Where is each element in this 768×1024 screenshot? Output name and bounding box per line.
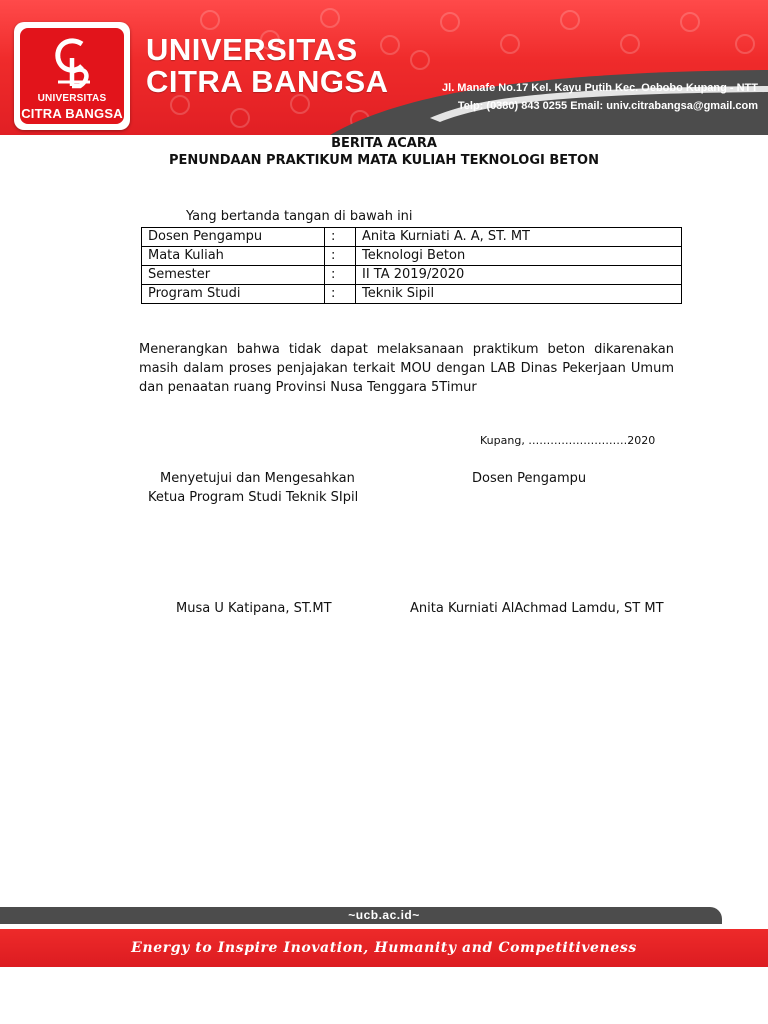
statement-paragraph: Menerangkan bahwa tidak dapat melaksanaan praktikum beton dikarenakan masih dalam proses penjajakan terkait MOU dengan LAB Dinas Pekerjaan Umum dan penaatan ruang Provinsi Nusa Tenggara 5Timur — [139, 342, 674, 395]
letterhead-banner — [0, 0, 768, 135]
info-separator: : — [325, 247, 356, 266]
footer-website: ~ucb.ac.id~ — [348, 908, 420, 922]
table-row — [142, 228, 682, 247]
table-row — [142, 285, 682, 304]
info-value: Teknologi Beton — [356, 247, 682, 266]
cb-emblem-icon — [52, 34, 94, 90]
footer-slogan: Energy to Inspire Inovation, Humanity and Competitiveness — [131, 940, 637, 956]
table-row — [142, 247, 682, 266]
university-name-line2: CITRA BANGSA — [146, 64, 389, 99]
document-title: BERITA ACARA — [331, 136, 437, 151]
info-separator: : — [325, 266, 356, 285]
document-subtitle: PENUNDAAN PRAKTIKUM MATA KULIAH TEKNOLOGI BETON — [169, 153, 599, 168]
university-address: Jl. Manafe No.17 Kel. Kayu Putih Kec. Oebobo Kupang - NTT — [442, 82, 758, 94]
lecturer-position: Dosen Pengampu — [472, 471, 587, 486]
table-row — [142, 266, 682, 285]
logo-text-line2: CITRA BANGSA — [21, 106, 123, 121]
lecturer-name: Anita Kurniati AlAchmad Lamdu, ST MT — [410, 601, 664, 616]
info-value: Teknik Sipil — [356, 285, 682, 304]
place-date-line: Kupang, ………………………2020 — [480, 434, 656, 447]
info-label: Program Studi — [142, 285, 325, 304]
intro-text: Yang bertanda tangan di bawah ini — [186, 209, 413, 224]
info-value: II TA 2019/2020 — [356, 266, 682, 285]
approver-name: Musa U Katipana, ST.MT — [176, 601, 332, 616]
info-separator: : — [325, 285, 356, 304]
info-label: Semester — [142, 266, 325, 285]
logo-text-line1: UNIVERSITAS — [37, 93, 107, 104]
info-table — [141, 227, 682, 304]
approval-label: Menyetujui dan Mengesahkan — [160, 471, 355, 486]
university-contact: Telp: (0380) 843 0255 Email: univ.citrabangsa@gmail.com — [457, 100, 758, 112]
approver-position: Ketua Program Studi Teknik SIpil — [148, 490, 359, 505]
info-value: Anita Kurniati A. A, ST. MT — [356, 228, 682, 247]
info-label: Mata Kuliah — [142, 247, 325, 266]
info-label: Dosen Pengampu — [142, 228, 325, 247]
university-name-line1: UNIVERSITAS — [146, 32, 358, 67]
university-logo — [14, 22, 130, 130]
info-separator: : — [325, 228, 356, 247]
